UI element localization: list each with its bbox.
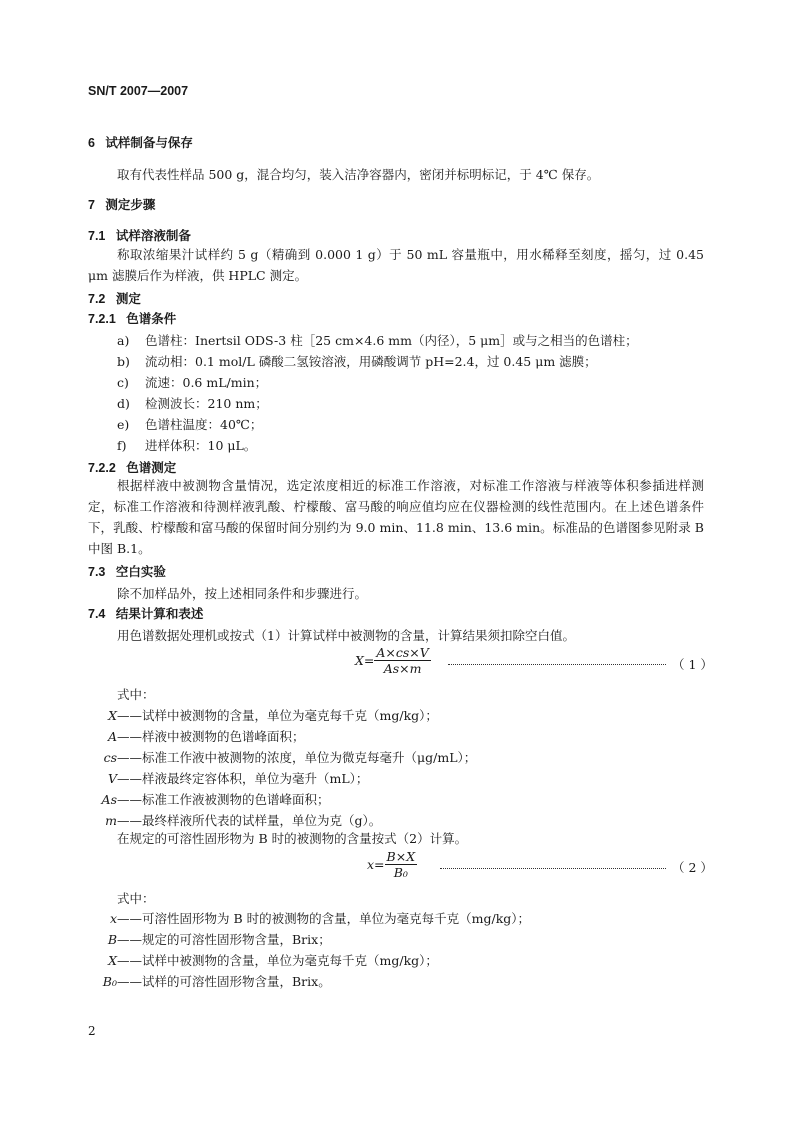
section-title: 测定	[115, 292, 141, 306]
section-title: 试样制备与保存	[105, 136, 193, 150]
equation-numerator: A×cs×V	[376, 645, 429, 660]
list-item	[117, 352, 597, 370]
section-number: 7.2	[88, 292, 106, 306]
variable-symbol: As	[101, 792, 117, 807]
section-title: 空白实验	[115, 565, 166, 579]
section-7-1-text: 称取浓缩果汁试样约 5 g（精确到 0.000 1 g）于 50 mL 容量瓶中，用水稀释至刻度，摇匀，过 0.45 μm 滤膜后作为样液，供 HPLC 测定。	[88, 247, 704, 283]
equation-1	[355, 645, 431, 676]
variable-description: ——规定的可溶性固形物含量，Brix；	[117, 932, 331, 947]
variable-symbol: B	[107, 932, 117, 947]
variable-symbol: m	[105, 813, 117, 828]
item-label: d)	[117, 396, 130, 411]
equation-denominator: B₀	[393, 865, 408, 880]
section-title: 色谱条件	[126, 312, 177, 326]
variable-row	[75, 748, 476, 766]
variable-description: ——样液中被测物的色谱峰面积；	[117, 729, 305, 744]
variable-symbol: A	[107, 729, 117, 744]
equation-denominator: As×m	[383, 661, 422, 676]
variable-row	[75, 909, 530, 927]
variable-symbol: B₀	[102, 974, 117, 989]
variable-description: ——试样中被测物的含量，单位为毫克每千克（mg/kg）；	[117, 708, 438, 723]
item-text: 检测波长：210 nm；	[145, 396, 268, 411]
where-label-2: 式中：	[117, 891, 155, 906]
variable-row	[75, 972, 331, 990]
section-7-2-2-text: 根据样液中被测物含量情况，选定浓度相近的标准工作溶液，对标准工作溶液与样液等体积参插进样测定，标准工作溶液和待测样液乳酸、柠檬酸、富马酸的响应值均应在仪器检测的线性范围内。在上述色谱条件下，乳酸、柠檬酸和富马酸的保留时间分别约为 9.0 min、11.8 min、13.6 min。标准品的色谱图参见附录 B 中图 B.1。	[88, 478, 704, 556]
list-item	[117, 331, 638, 349]
list-item	[117, 415, 262, 433]
section-number: 7.2.2	[88, 461, 116, 475]
equation-numerator: B×X	[386, 849, 416, 864]
section-title: 结果计算和表述	[115, 607, 204, 621]
section-number: 7.3	[88, 565, 106, 579]
where-label: 式中：	[117, 687, 155, 702]
variable-description: ——试样的可溶性固形物含量，Brix。	[117, 974, 331, 989]
section-7-2-1-heading	[88, 309, 176, 327]
item-label: e)	[117, 417, 130, 432]
section-title: 试样溶液制备	[115, 229, 191, 243]
variable-row	[75, 790, 330, 808]
item-label: a)	[117, 333, 130, 348]
section-number: 7.4	[88, 607, 106, 621]
variable-symbol: V	[107, 771, 117, 786]
item-text: 色谱柱温度：40℃；	[145, 417, 263, 432]
section-7-1-heading	[88, 226, 191, 244]
item-text: 进样体积：10 μL。	[145, 438, 257, 453]
item-label: c)	[117, 375, 129, 390]
variable-row	[75, 811, 381, 829]
list-item	[117, 394, 268, 412]
variable-description: ——可溶性固形物为 B 时的被测物的含量，单位为毫克每千克（mg/kg）；	[117, 911, 531, 926]
section-7-2-heading	[88, 289, 141, 307]
item-text: 流动相：0.1 mol/L 磷酸二氢铵溶液，用磷酸调节 pH=2.4，过 0.45 μm 滤膜；	[145, 354, 597, 369]
section-7-3-text: 除不加样品外，按上述相同条件和步骤进行。	[117, 586, 368, 601]
equation-lhs: x=	[367, 857, 385, 872]
variable-row	[75, 727, 305, 745]
section-title: 色谱测定	[126, 461, 177, 475]
variable-symbol: x	[109, 911, 117, 926]
equation-number: （ 1 ）	[672, 657, 713, 672]
section-number: 7.2.1	[88, 312, 116, 326]
item-text: 流速：0.6 mL/min；	[145, 375, 268, 390]
variable-row	[75, 930, 331, 948]
section-number: 7.1	[88, 229, 106, 243]
variable-description: ——试样中被测物的含量，单位为毫克每千克（mg/kg）；	[117, 953, 438, 968]
variable-description: ——标准工作液被测物的色谱峰面积；	[117, 792, 330, 807]
section-7-4-text-2: 在规定的可溶性固形物为 B 时的被测物的含量按式（2）计算。	[117, 831, 468, 846]
section-number: 7	[88, 198, 95, 212]
equation-number: （ 2 ）	[672, 860, 713, 875]
section-number: 6	[88, 136, 95, 150]
list-item	[117, 436, 256, 454]
variable-symbol: X	[108, 708, 117, 723]
section-6-text: 取有代表性样品 500 g，混合均匀，装入洁净容器内，密闭并标明标记，于 4℃ 保存。	[117, 167, 600, 182]
variable-symbol: cs	[103, 750, 117, 765]
item-label: b)	[117, 354, 130, 369]
leader-dots	[440, 868, 666, 869]
item-label: f)	[117, 438, 127, 453]
section-7-4-text: 用色谱数据处理机或按式（1）计算试样中被测物的含量，计算结果须扣除空白值。	[117, 628, 575, 643]
leader-dots	[448, 664, 666, 665]
section-7-heading	[88, 195, 155, 213]
page-number: 2	[88, 1024, 96, 1038]
section-7-2-2-heading	[88, 458, 176, 476]
list-item	[117, 373, 267, 391]
section-title: 测定步骤	[105, 198, 156, 212]
section-7-4-heading	[88, 604, 203, 622]
variable-description: ——标准工作液中被测物的浓度，单位为微克每毫升（μg/mL）；	[117, 750, 477, 765]
variable-row	[75, 769, 368, 787]
equation-fraction	[374, 645, 430, 676]
variable-description: ——最终样液所代表的试样量，单位为克（g）。	[117, 813, 382, 828]
equation-lhs: X=	[355, 653, 375, 668]
variable-row	[75, 706, 438, 724]
equation-fraction	[385, 849, 418, 880]
section-6-heading	[88, 133, 193, 151]
standard-code: SN/T 2007—2007	[88, 84, 189, 98]
variable-symbol: X	[108, 953, 117, 968]
variable-row	[75, 951, 438, 969]
item-text: 色谱柱：Inertsil ODS-3 柱［25 cm×4.6 mm（内径），5 μm］或与之相当的色谱柱；	[145, 333, 638, 348]
variable-description: ——样液最终定容体积，单位为毫升（mL）；	[117, 771, 369, 786]
section-7-3-heading	[88, 562, 166, 580]
equation-2	[367, 849, 417, 880]
